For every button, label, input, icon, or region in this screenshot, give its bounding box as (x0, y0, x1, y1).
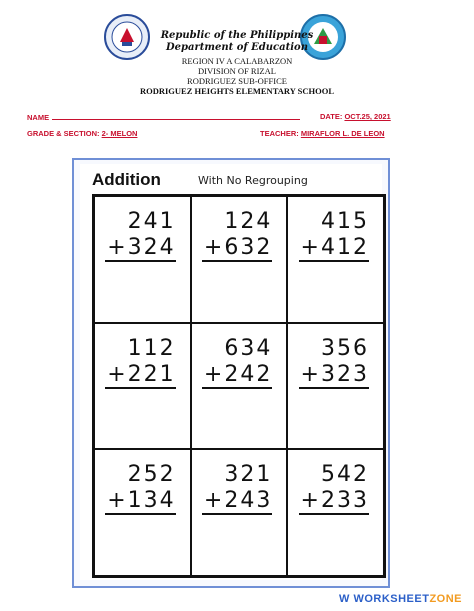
addend-top: 415 (320, 209, 369, 234)
worksheetzone-logo (339, 593, 462, 605)
problem-cell (191, 449, 288, 576)
grade-label: GRADE & SECTION: (27, 129, 100, 138)
addend-bottom: +221 (107, 361, 176, 387)
addend-bottom: +233 (300, 488, 369, 514)
addend-top: 124 (224, 209, 273, 234)
logo-text-b: ZONE (429, 593, 462, 605)
problem-cell (94, 449, 191, 576)
addend-top: 542 (320, 462, 369, 488)
header-division: DIVISION OF RIZAL (198, 66, 276, 76)
header-region: REGION IV A CALABARZON (181, 56, 293, 66)
addend-top: 112 (127, 335, 176, 361)
problem-cell (287, 196, 384, 323)
header-department: Department of Education (166, 42, 308, 53)
name-row (27, 112, 300, 122)
addend-top: 356 (320, 335, 369, 361)
addend-bottom: +632 (203, 235, 273, 260)
name-label: NAME (27, 113, 50, 122)
header-republic: Republic of the Philippines (160, 30, 314, 41)
addend-bottom: +412 (300, 235, 369, 260)
problem-cell (191, 323, 288, 450)
header-suboffice: RODRIGUEZ SUB-OFFICE (187, 76, 287, 86)
addend-bottom: +243 (203, 488, 273, 514)
date-value: OCT.25, 2021 (344, 112, 391, 121)
problem-grid (92, 194, 386, 578)
addend-bottom: +323 (300, 361, 369, 387)
name-field[interactable] (52, 112, 300, 120)
teacher-row (260, 129, 385, 138)
problem-cell (287, 323, 384, 450)
addend-top: 634 (224, 335, 273, 361)
worksheet-title: Addition (92, 170, 161, 189)
worksheet (72, 158, 390, 588)
addend-bottom: +242 (203, 361, 273, 387)
addend-top: 241 (127, 209, 176, 234)
teacher-label: TEACHER: (260, 129, 299, 138)
grade-value: 2- MELON (101, 129, 138, 138)
date-row (320, 112, 391, 121)
problem-cell (94, 196, 191, 323)
addend-top: 321 (224, 462, 273, 488)
addend-top: 252 (127, 462, 176, 488)
teacher-value: MIRAFLOR L. DE LEON (300, 129, 385, 138)
problem-cell (94, 323, 191, 450)
addend-bottom: +134 (107, 488, 176, 514)
problem-cell (287, 449, 384, 576)
logo-text-a: WORKSHEET (353, 593, 430, 605)
grade-row (27, 129, 137, 138)
worksheet-inner (80, 164, 382, 580)
problem-cell (191, 196, 288, 323)
logo-w-icon: W (338, 593, 350, 605)
date-label: DATE: (320, 112, 343, 121)
worksheet-subtitle: With No Regrouping (198, 174, 308, 187)
addend-bottom: +324 (107, 235, 176, 260)
header-school: RODRIGUEZ HEIGHTS ELEMENTARY SCHOOL (139, 86, 335, 96)
